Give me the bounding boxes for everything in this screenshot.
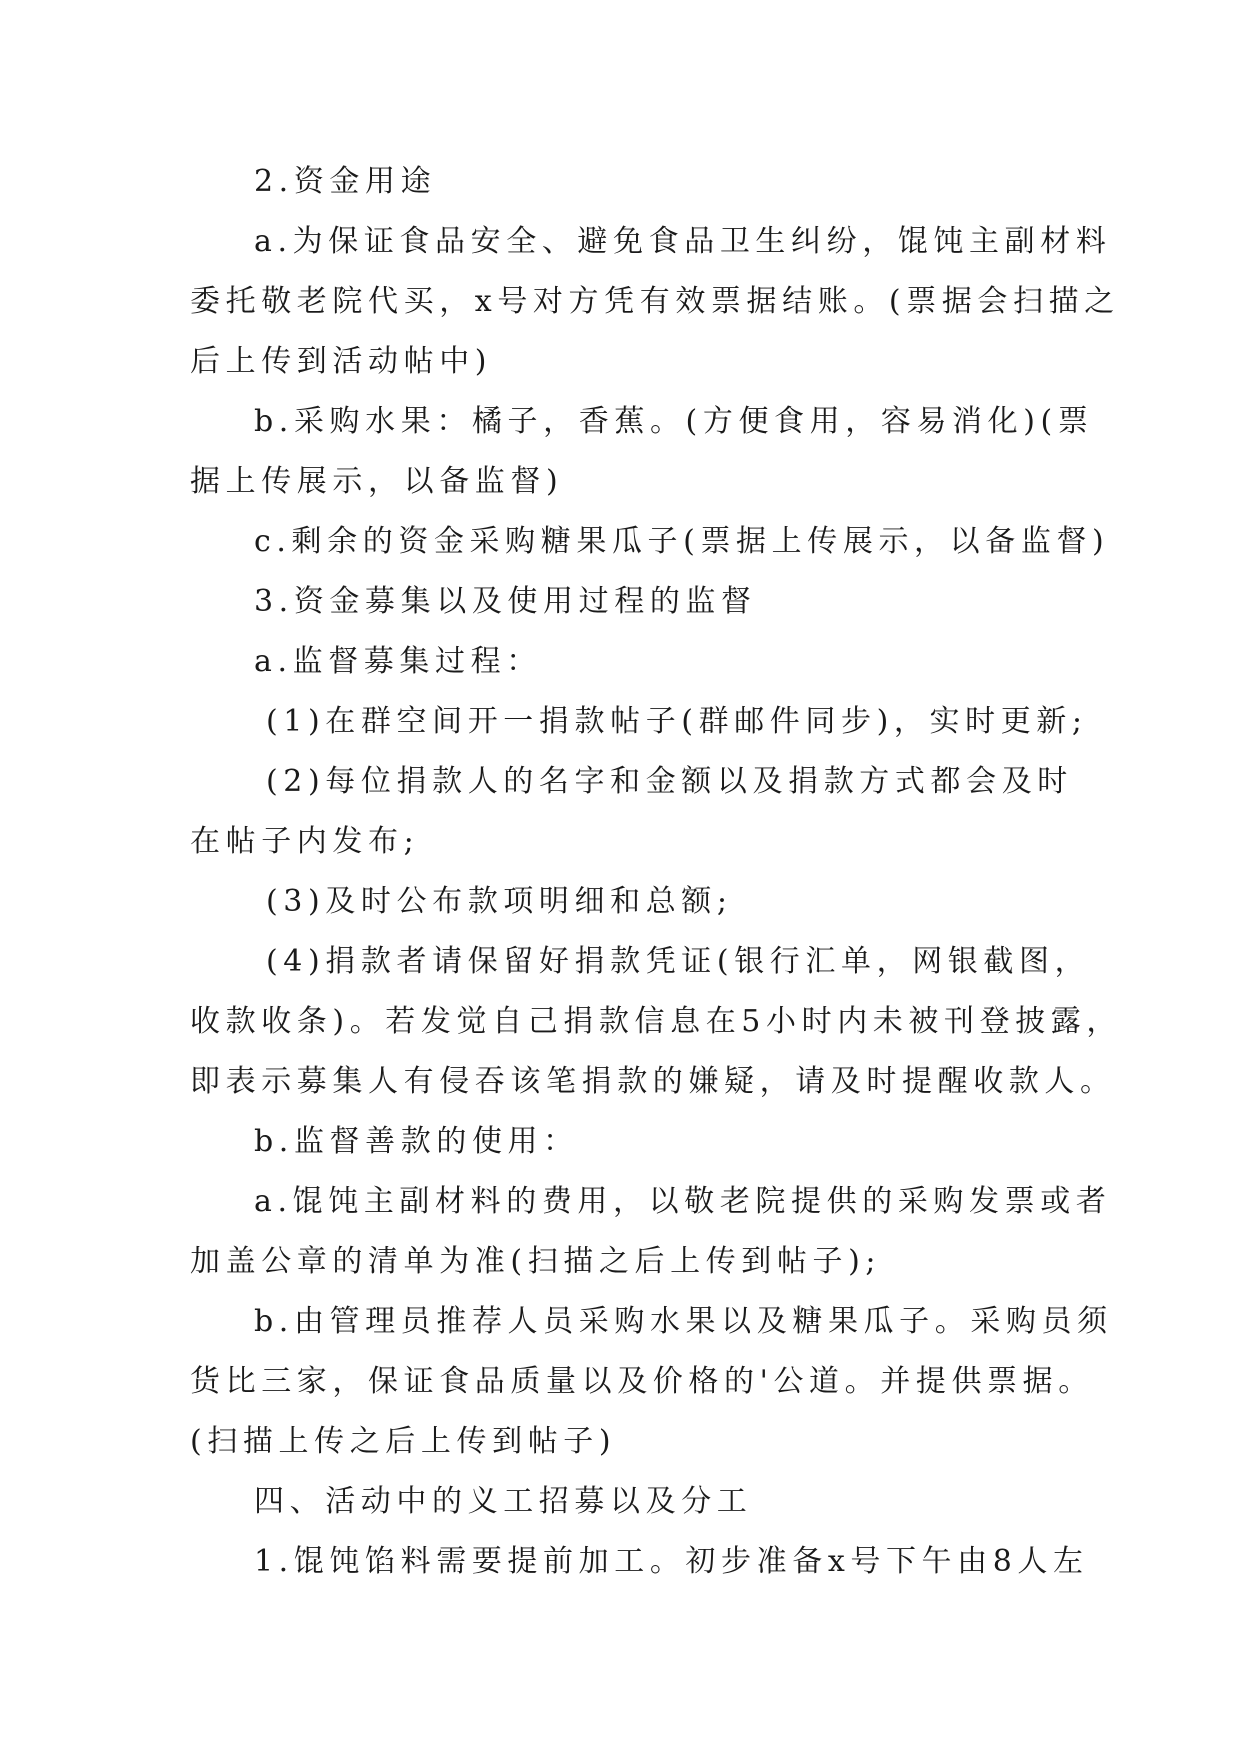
- paragraph-supervise-collection: [190, 632, 1070, 692]
- text-line: (3)及时公布款项明细和总额;: [266, 884, 733, 919]
- text-line: 在帖子内发布;: [190, 824, 420, 859]
- paragraph-item-1: [190, 692, 1088, 752]
- text-line: 即表示募集人有侵吞该笔捐款的嫌疑，请及时提醒收款人。: [190, 1064, 1116, 1099]
- paragraph-usage-a: [190, 1172, 1112, 1292]
- paragraph-supervision-heading: [190, 572, 1070, 632]
- text-line: a.馄饨主副材料的费用，以敬老院提供的采购发票或者: [254, 1184, 1112, 1219]
- text-line: 2.资金用途: [254, 164, 437, 199]
- text-line: 委托敬老院代买，x号对方凭有效票据结账。(票据会扫描之: [190, 284, 1120, 319]
- text-line: b.由管理员推荐人员采购水果以及糖果瓜子。采购员须: [254, 1304, 1113, 1339]
- text-line: 加盖公章的清单为准(扫描之后上传到帖子);: [190, 1244, 882, 1279]
- text-line: c.剩余的资金采购糖果瓜子(票据上传展示，以备监督): [254, 524, 1110, 559]
- paragraph-item-3: [190, 872, 1070, 932]
- paragraph-item-4: [190, 932, 1122, 1112]
- text-line: (扫描上传之后上传到帖子): [190, 1424, 617, 1459]
- text-line: 3.资金募集以及使用过程的监督: [254, 584, 757, 619]
- paragraph-usage-b: [190, 1292, 1113, 1472]
- text-line: b.监督善款的使用：: [254, 1124, 579, 1159]
- text-line: (4)捐款者请保留好捐款凭证(银行汇单，网银截图，: [266, 944, 1091, 979]
- text-line: a.监督募集过程：: [254, 644, 542, 679]
- text-line: (1)在群空间开一捐款帖子(群邮件同步)，实时更新;: [266, 704, 1088, 739]
- text-line: 后上传到活动帖中): [190, 344, 493, 379]
- paragraph-funds-usage-heading: [190, 152, 1070, 212]
- text-line: b.采购水果：橘子，香蕉。(方便食用，容易消化)(票: [254, 404, 1094, 439]
- paragraph-item-2: [190, 752, 1073, 872]
- document-body: [190, 152, 1122, 1592]
- text-line: 四、活动中的义工招募以及分工: [254, 1484, 753, 1519]
- text-line: 1.馄饨馅料需要提前加工。初步准备x号下午由8人左: [254, 1544, 1089, 1579]
- section-heading-volunteers: [190, 1472, 1070, 1532]
- paragraph-supervise-usage: [190, 1112, 1070, 1172]
- paragraph-funds-usage-a: [190, 212, 1120, 392]
- paragraph-volunteers-1: [190, 1532, 1089, 1592]
- text-line: 货比三家，保证食品质量以及价格的'公道。并提供票据。: [190, 1364, 1094, 1399]
- paragraph-funds-usage-b: [190, 392, 1094, 512]
- paragraph-funds-usage-c: [190, 512, 1110, 572]
- text-line: a.为保证食品安全、避免食品卫生纠纷，馄饨主副材料: [254, 224, 1112, 259]
- text-line: 收款收条)。若发觉自己捐款信息在5小时内未被刊登披露，: [190, 1004, 1122, 1039]
- text-line: 据上传展示，以备监督): [190, 464, 564, 499]
- text-line: (2)每位捐款人的名字和金额以及捐款方式都会及时: [266, 764, 1073, 799]
